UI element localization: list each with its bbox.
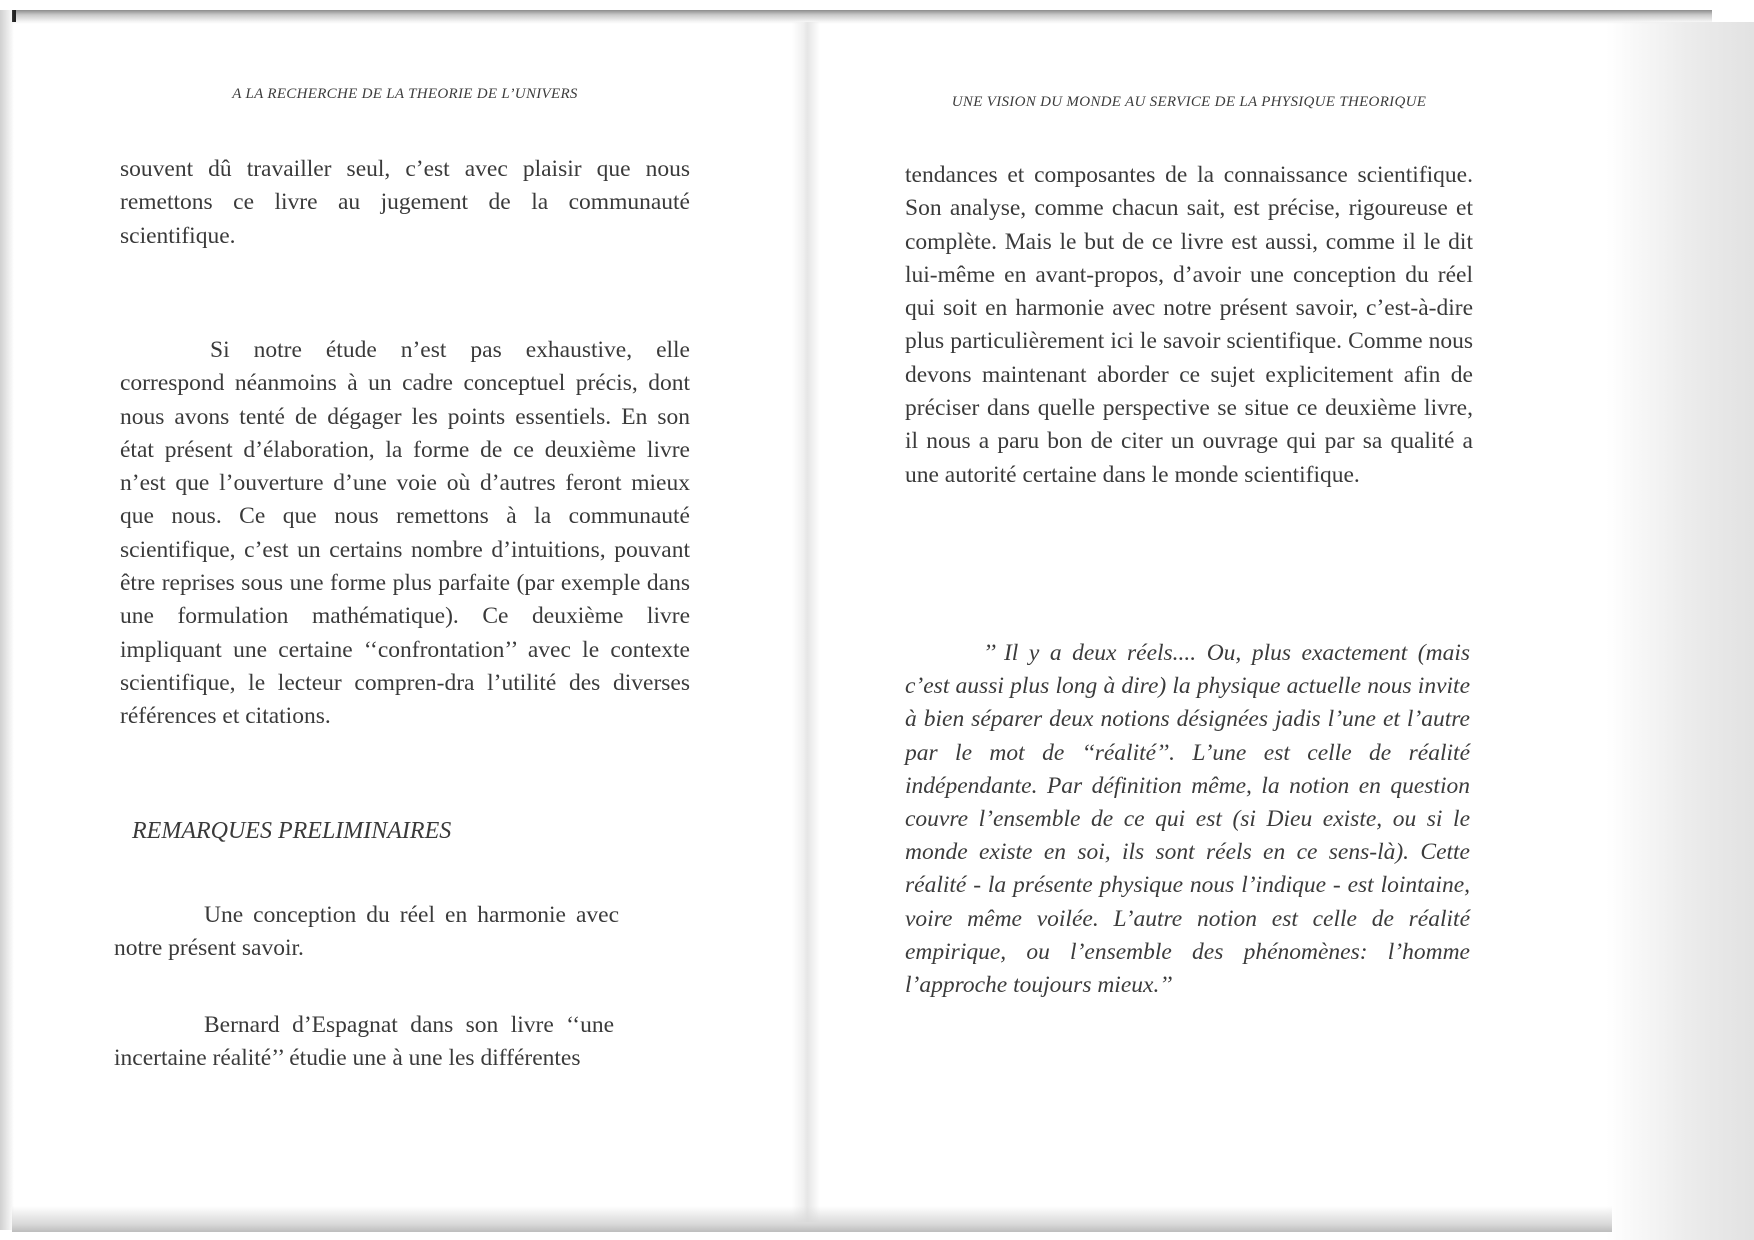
left-paragraph-1: souvent dû travailler seul, c’est avec plaisir que nous remettons ce livre au jugement de la communauté scientifique. bbox=[120, 156, 690, 249]
right-page bbox=[905, 0, 1473, 1240]
right-running-head: UNE VISION DU MONDE AU SERVICE DE LA PHYSIQUE THEORIQUE bbox=[951, 94, 1427, 110]
left-paragraph-4: Bernard d’Espagnat dans son livre ‘‘une incertaine réalité’’ étudie une à une les différentes bbox=[114, 1012, 614, 1072]
left-running-head: A LA RECHERCHE DE LA THEORIE DE L’UNIVERS bbox=[232, 86, 578, 102]
book-gutter bbox=[792, 22, 820, 1222]
left-paragraph-2: Si notre étude n’est pas exhaustive, elle correspond néanmoins à un cadre conceptuel précis, dont nous avons tenté de dégager les points essentiels. En son état présent d’élaboration, la forme de ce deuxième livre n’est que l’ouverture d’une voie où d’autres feront mieux que nous. Ce que nous remettons à la communauté scientifique, c’est un certains nombre d’intuitions, pouvant être reprises sous une forme plus parfaite (par exemple dans une formulation mathématique). Ce deuxième livre impliquant une certaine ‘‘confrontation’’ avec le contexte scientifique, le lecteur compren-dra l’utilité des diverses références et citations. bbox=[120, 337, 690, 730]
section-heading: REMARQUES PRELIMINAIRES bbox=[132, 818, 452, 844]
left-page bbox=[114, 0, 690, 1240]
right-scan-edge bbox=[1606, 22, 1754, 1240]
block-quote: ’’ Il y a deux réels.... Ou, plus exactement (mais c’est aussi plus long à dire) la physique actuelle nous invite à bien séparer deux notions désignées jadis l’une et l’autre par le mot de ‘‘réalité’’. L’une est celle de réalité indépendante. Par définition même, la notion en question couvre l’ensemble de ce qui est (si Dieu existe, ou si le monde existe en soi, ils sont réels en ce sens-là). Cette réalité - la présente physique nous l’indique - est lointaine, voire même voilée. L’autre notion est celle de réalité empirique, ou l’ensemble des phénomènes: l’homme l’approche toujours mieux.’’ bbox=[905, 640, 1470, 999]
left-scan-edge bbox=[0, 10, 14, 1230]
right-paragraph-1: tendances et composantes de la connaissance scientifique. Son analyse, comme chacun sait, est précise, rigoureuse et complète. Mais le but de ce livre est aussi, comme il le dit lui-même en avant-propos, d’avoir une conception du réel qui soit en harmonie avec notre présent savoir, c’est-à-dire plus particulièrement ici le savoir scientifique. Comme nous devons maintenant aborder ce sujet explicitement afin de préciser dans quelle perspective se situe ce deuxième livre, il nous a paru bon de citer un ouvrage qui par sa qualité a une autorité certaine dans le monde scientifique. bbox=[905, 162, 1473, 488]
left-paragraph-3: Une conception du réel en harmonie avec notre présent savoir. bbox=[114, 902, 619, 962]
